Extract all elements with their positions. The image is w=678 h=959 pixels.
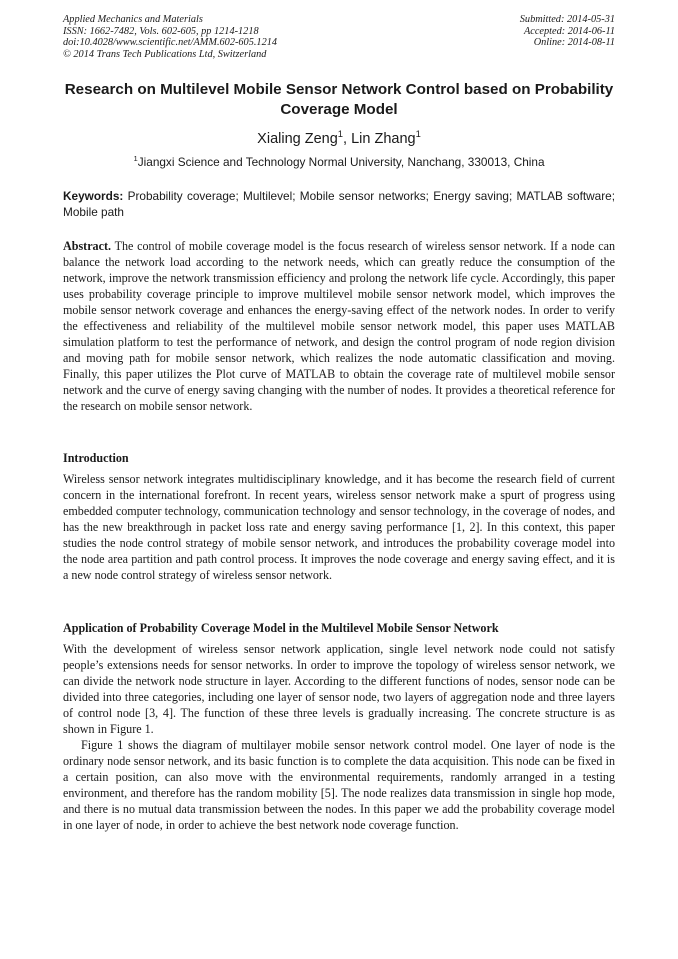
- affiliation-text: Jiangxi Science and Technology Normal University, Nanchang, 330013, China: [137, 155, 545, 169]
- introduction-heading: Introduction: [63, 451, 129, 465]
- publication-dates: [520, 14, 615, 49]
- author-affiliation-mark: 1: [415, 128, 421, 140]
- introduction-paragraph: Wireless sensor network integrates multidisciplinary knowledge, and it has become the research field of current concern in the international forefront. In recent years, wireless sensor network make a spurt of progress using embedded computer technology, communication technology and sensor technology, in the coverage of nodes, and has the new breakthrough in packet loss rate and energy saving performance [1, 2]. In this context, this paper studies the node control strategy of mobile sensor network, and introduces the probability coverage model into the node area partition and path control process. It improves the node coverage and energy saving effect, and it is a new node control strategy of wireless sensor network.: [63, 472, 615, 582]
- online-date: Online: 2014-08-11: [533, 37, 615, 49]
- affiliation: [63, 154, 615, 170]
- author-list: [63, 129, 615, 149]
- keywords-label: Keywords:: [63, 189, 124, 203]
- copyright-line: © 2014 Trans Tech Publications Ltd, Switzerland: [63, 48, 267, 60]
- accepted-date: Accepted: 2014-06-11: [523, 25, 615, 37]
- doi-line[interactable]: doi:10.4028/www.scientific.net/AMM.602-605.1214: [63, 37, 278, 49]
- abstract: [63, 238, 615, 414]
- application-paragraph-1: With the development of wireless sensor network application, single level network node could not satisfy people’s extensions needs for sensor networks. In order to improve the topology of wireless sensor network, we can divide the network node structure in layer. According to the different functions of nodes, sensor node can be divided into three categories, including one layer of sensor node, two layers of aggregation node and three layers of control node [3, 4]. The function of these three levels is gradually increasing. The concrete structure is as shown in Figure 1.: [63, 642, 615, 736]
- author-separator: ,: [343, 131, 352, 147]
- author-affiliation-mark: 1: [337, 128, 344, 140]
- paper-title: Research on Multilevel Mobile Sensor Network Control based on Probability Coverage Model: [64, 81, 614, 118]
- journal-info: [63, 14, 277, 60]
- submitted-date: Submitted: 2014-05-31: [519, 14, 615, 25]
- abstract-label: Abstract.: [63, 239, 112, 253]
- author-name: Lin Zhang: [351, 131, 416, 147]
- journal-name: Applied Mechanics and Materials: [63, 14, 203, 25]
- application-heading: Application of Probability Coverage Model in the Multilevel Mobile Sensor Network: [63, 621, 499, 635]
- abstract-text: The control of mobile coverage model is the focus research of wireless sensor network. If a node can balance the network load according to the network needs, which can greatly reduce the consumption of the network, improve the network transmission efficiency and prolong the network life cycle. Accordingly, this paper uses probability coverage principle to improve multilevel mobile sensor network model, which improves the mobile sensor network coverage and enhances the energy-saving effect of the network nodes. In order to verify the effectiveness and reliability of the multilevel mobile sensor network model, this paper uses MATLAB simulation platform to test the performance of network, and design the control program of node region division and moving path for mobile sensor network, which realizes the node automatic classification and moving. Finally, this paper utilizes the Plot curve of MATLAB to obtain the coverage rate of multilevel mobile sensor network and the curve of energy saving changing with the number of nodes. It provides a theoretical reference for the research on mobile sensor network.: [63, 239, 615, 413]
- keywords-text: Probability coverage; Multilevel; Mobile sensor networks; Energy saving; MATLAB software; Mobile path: [63, 189, 615, 219]
- author-name: Xialing Zeng: [257, 131, 338, 147]
- issn-line: ISSN: 1662-7482, Vols. 602-605, pp 1214-1218: [63, 25, 259, 37]
- affiliation-mark: 1: [133, 154, 138, 164]
- keywords: [63, 188, 615, 220]
- application-paragraph-2: Figure 1 shows the diagram of multilayer mobile sensor network control model. One layer of node is the ordinary node sensor network, and its basic function is to complete the data acquisition. This node can be fixed in a certain position, can also move with the environmental requirements, randomly arranged in a testing environment, and therefore has the random mobility [5]. The node realizes data transmission in single hop mode, and there is no mutual data transmission between the nodes. In this paper we add the probability coverage model in one layer of node, in order to achieve the best network node coverage function.: [63, 738, 615, 832]
